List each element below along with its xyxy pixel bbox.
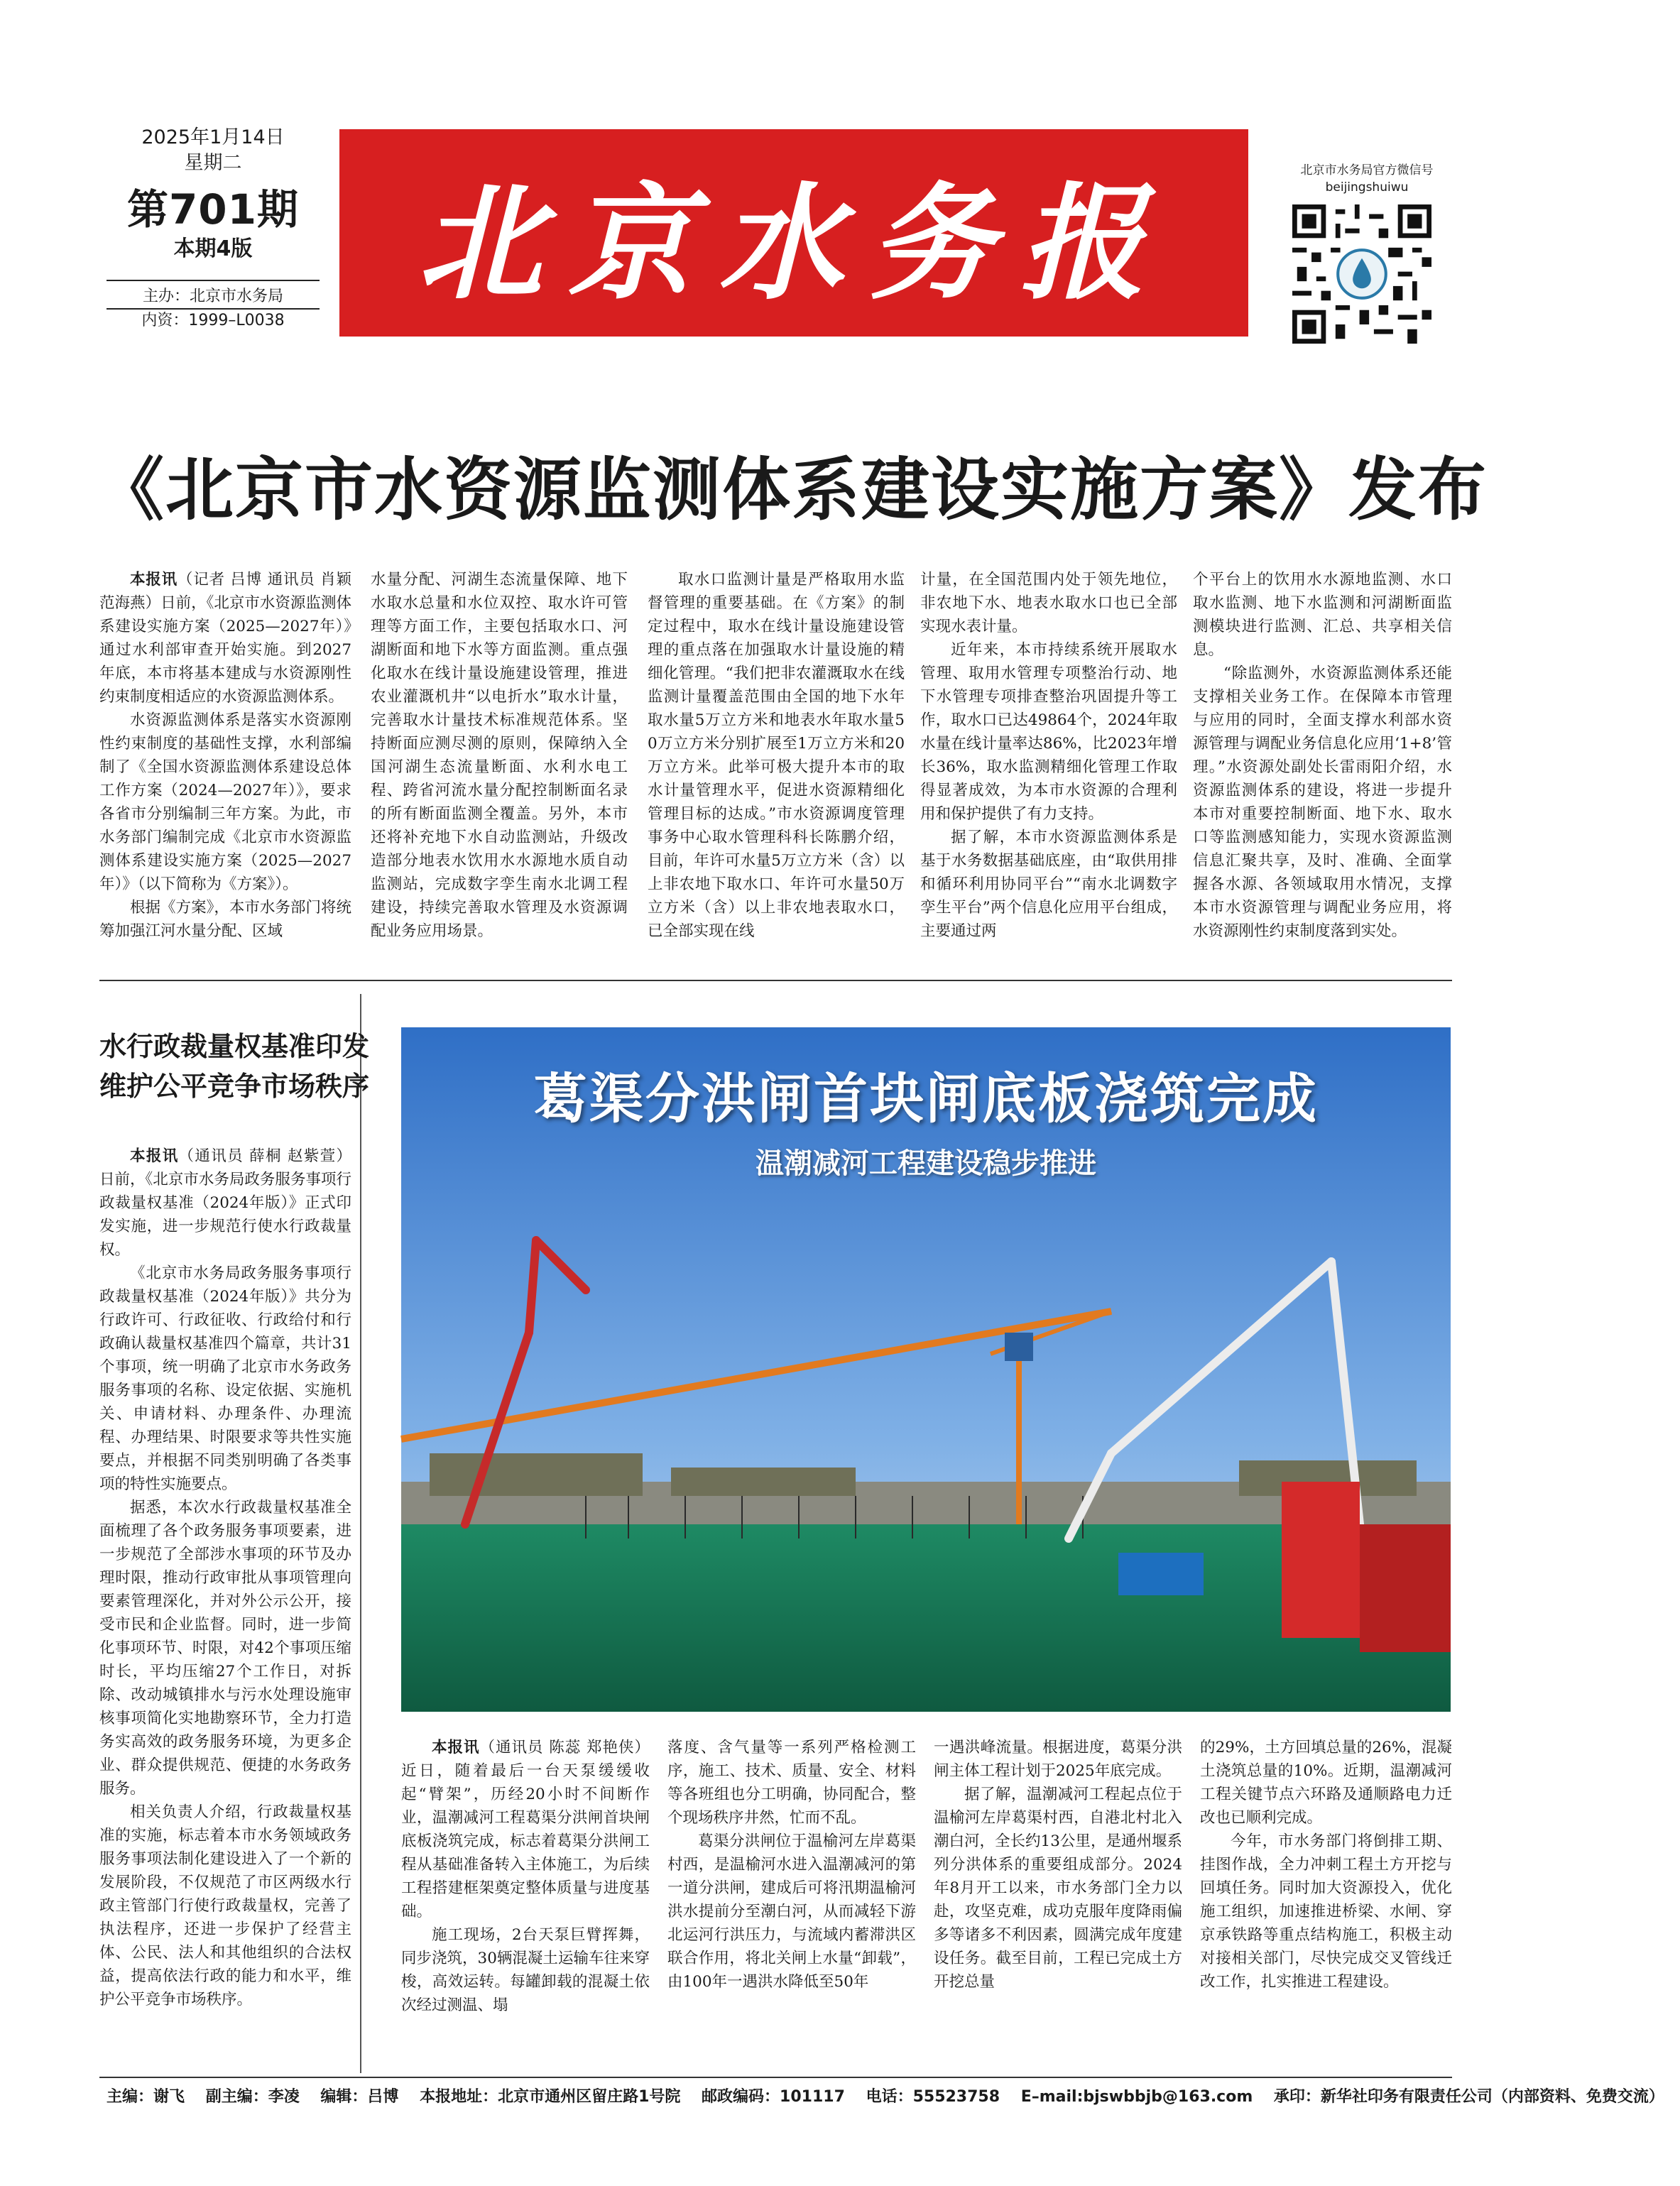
organizer: 主办：北京市水务局: [107, 280, 320, 308]
lead-byline-prefix: 本报讯: [130, 571, 178, 589]
lead-column-4: [920, 568, 1177, 943]
lead-paragraph: 计量，在全国范围内处于领先地位，非农地下水、地表水取水口也已全部实现水表计量。: [920, 571, 1177, 635]
registration: 内资：1999–L0038: [107, 308, 320, 332]
lead-paragraph: 近年来，本市持续系统开展取水管理、取用水管理专项整治行动、地下水管理专项排查整治巩固提升等工作，取水口已达49864个，2024年取水量在线计量率达86%，比2023年增长36%，取水监测精细化管理工作取得显著成效，为本市水资源的合理利用和保护提供了有力支持。: [920, 641, 1177, 823]
lead-paragraph: 水量分配、河湖生态流量保障、地下水取水总量和水位双控、取水许可管理等方面工作，主要包括取水口、河湖断面和地下水等方面监测。重点强化取水在线计量设施建设管理，推进农业灌溉机井“以电折水”取水计量，完善取水计量技术标准规范体系。坚持断面应测尽测的原则，保障纳入全国河湖生态流量断面、水利水电工程、跨省河流水量分配控制断面名录的所有断面监测全覆盖。另外，本市还将补充地下水自动监测站，升级改造部分地表水饮用水水源地水质自动监测站，完成数字孪生南水北调工程建设，持续完善取水管理及水资源调配业务应用场景。: [371, 571, 628, 940]
lead-paragraph: 根据《方案》，本市水务部门将统筹加强江河水量分配、区域: [99, 899, 351, 940]
feature-paragraph: 据了解，温潮减河工程起点位于温榆河左岸葛渠村西，自港北村北入潮白河，全长约13公里，是通州堰系列分洪体系的重要组成部分。2024年8月开工以来，市水务部门全力以赴，攻坚克难，成功克服年度降雨偏多等诸多不利因素，圆满完成年度建设任务。截至目前，工程已完成土方开挖总量: [934, 1786, 1182, 1991]
construction-photo[interactable]: [401, 1027, 1451, 1712]
side-headline-line-2: 维护公平竞争市场秩序: [99, 1070, 370, 1102]
lead-paragraph: 日前，《北京市水资源监测体系建设实施方案（2025—2027年）》通过水利部审查开始实施。到2027年底，本市将基本建成与水资源刚性约束制度相适应的水资源监测体系。: [99, 594, 351, 706]
feature-paragraph: 今年，市水务部门将倒排工期、挂图作战，全力冲刺工程土方开挖与回填任务。同时加大资源投入，优化施工组织，加速推进桥梁、水闸、穿京承铁路等重点结构施工，积极主动对接相关部门，尽快完成交叉管线迁改工作，扎实推进工程建设。: [1200, 1832, 1452, 1991]
side-byline-prefix: 本报讯: [130, 1147, 179, 1165]
side-headline: [99, 1027, 369, 1106]
feature-byline-names: （通讯员 陈蕊 郑艳侠）: [479, 1739, 650, 1756]
side-headline-line-1: 水行政裁量权基准印发: [99, 1030, 370, 1062]
side-article-body: [99, 1144, 351, 2011]
footer-phone: 电话：55523758: [866, 2088, 1000, 2106]
feature-column-1: [401, 1736, 650, 2017]
side-paragraph: 相关负责人介绍，行政裁量权基准的实施，标志着本市水务领域政务服务事项法制化建设进入了一个新的发展阶段，不仅规范了市区两级水行政主管部门行使行政裁量权，完善了执法程序，还进一步保护了经营主体、公民、法人和其他组织的合法权益，提高依法行政的能力和水平，维护公平竞争市场秩序。: [99, 1803, 351, 2009]
feature-column-4: [1200, 1736, 1452, 1994]
feature-paragraph: 近日，随着最后一台天泵缓缓收起“臂架”，历经20小时不间断作业，温潮减河工程葛渠分洪闸首块闸底板浇筑完成，标志着葛渠分洪闸工程从基础准备转入主体施工，为后续工程搭建框架奠定整体质量与进度基础。: [401, 1762, 650, 1920]
footer-chief-editor: 主编：谢飞: [107, 2088, 185, 2106]
feature-column-2: [667, 1736, 916, 1994]
issue-pages: 本期4版: [173, 236, 253, 261]
wechat-id: beijingshuiwu: [1325, 180, 1409, 195]
lead-paragraph: 水资源监测体系是落实水资源刚性约束制度的基础性支撑，水利部编制了《全国水资源监测体系建设总体工作方案（2024—2027年）》，要求各省市分别编制三年方案。为此，市水务部门编制完成《北京市水资源监测体系建设实施方案（2025—2027年）》（以下简称为《方案》）。: [99, 711, 351, 893]
side-byline-names: （通讯员 薛桐 赵紫萱）: [178, 1147, 351, 1165]
footer-divider: [99, 2077, 1452, 2078]
lead-paragraph: 个平台上的饮用水水源地监测、水口取水监测、地下水监测和河湖断面监测模块进行监测、汇总、共享相关信息。: [1193, 571, 1452, 659]
lead-column-2: [371, 568, 628, 943]
lead-headline: 《北京市水资源监测体系建设实施方案》发布: [96, 450, 1488, 530]
section-divider: [99, 980, 1452, 981]
column-divider: [360, 994, 361, 2073]
issue-number: 第701期: [126, 185, 300, 234]
lead-paragraph: 取水口监测计量是严格取用水监督管理的重要基础。在《方案》的制定过程中，取水在线计量设施建设管理的重点落在加强取水计量设施的精细化管理。“我们把非农灌溉取水在线监测计量覆盖范围由全国的地下水年取水量5万立方米和地表水年取水量50万立方米分别扩展至1万立方米和20万立方米。此举可极大提升本市的取水计量管理水平，促进水资源精细化管理目标的达成。”市水资源调度管理事务中心取水管理科科长陈鹏介绍，目前，年许可水量5万立方米（含）以上非农地下取水口、年许可水量50万立方米（含）以上非农地表取水口，已全部实现在线: [648, 571, 905, 940]
feature-column-3: [934, 1736, 1182, 1994]
lead-column-1: [99, 568, 351, 943]
lead-paragraph: 据了解，本市水资源监测体系是基于水务数据基础底座，由“取供用排和循环利用协同平台”“南水北调数字孪生平台”两个信息化应用平台组成，主要通过两: [920, 829, 1177, 940]
lead-byline-names: （记者 吕博 通讯员 肖颖 范海燕）: [99, 571, 351, 612]
feature-paragraph: 的29%，土方回填总量的26%，混凝土浇筑总量的10%。近期，温潮减河工程关键节点六环路及通顺路电力迁改也已顺利完成。: [1200, 1739, 1452, 1827]
footer-address: 本报地址：北京市通州区留庄路1号院: [420, 2088, 681, 2106]
side-paragraph: 《北京市水务局政务服务事项行政裁量权基准（2024年版）》共分为行政许可、行政征收、行政给付和行政确认裁量权基准四个篇章，共计31个事项，统一明确了北京市水务政务服务事项的名称、设定依据、实施机关、申请材料、办理条件、办理流程、办理结果、时限要求等共性实施要点，并根据不同类别明确了各类事项的特性实施要点。: [99, 1264, 351, 1493]
wechat-label: 北京市水务局官方微信号: [1300, 163, 1434, 177]
qr-code-icon[interactable]: [1292, 204, 1431, 344]
issue-date: 2025年1月14日: [141, 126, 285, 148]
feature-paragraph: 落度、含气量等一系列严格检测工序，施工、技术、质量、安全、材料等各班组也分工明确，协同配合，整个现场秩序井然，忙而不乱。: [667, 1739, 916, 1827]
feature-byline-prefix: 本报讯: [432, 1739, 480, 1756]
feature-paragraph: 施工现场，2台天泵巨臂挥舞，同步浇筑，30辆混凝土运输车往来穿梭，高效运转。每罐卸载的混凝土依次经过测温、塌: [401, 1926, 650, 2014]
side-paragraph: 日前，《北京市水务局政务服务事项行政裁量权基准（2024年版）》正式印发实施，进一步规范行使水行政裁量权。: [99, 1171, 351, 1259]
masthead-info: [107, 125, 320, 332]
issue-weekday: 星期二: [184, 152, 242, 174]
newspaper-title-banner: [339, 129, 1248, 337]
feature-paragraph: 葛渠分洪闸位于温榆河左岸葛渠村西，是温榆河水进入温潮减河的第一道分洪闸，建成后可将汛期温榆河洪水提前分至潮白河，从而减轻下游北运河行洪压力，与流域内蓄滞洪区联合作用，将北关闸上水量“卸载”，由100年一遇洪水降低至50年: [667, 1832, 916, 1991]
newspaper-title: 北京水务报: [417, 169, 1170, 317]
footer-editor: 编辑：吕博: [320, 2088, 399, 2106]
wechat-label-block: [1275, 162, 1459, 196]
footer-email[interactable]: E–mail:bjswbbjb@163.com: [1020, 2088, 1253, 2106]
lead-column-3: [648, 568, 905, 943]
footer-postcode: 邮政编码：101117: [702, 2088, 845, 2106]
lead-paragraph: “除监测外，水资源监测体系还能支撑相关业务工作。在保障本市管理与应用的同时，全面支撑水利部水资源管理与调配业务信息化应用‘1+8’管理。”水资源处副处长雷雨阳介绍，水资源监测体系的建设，将进一步提升本市对重要控制断面、地下水、取水口等监测感知能力，实现水资源监测信息汇聚共享，及时、准确、全面掌握各水源、各领域取用水情况，支撑本市水资源管理与调配业务应用，将水资源刚性约束制度落到实处。: [1193, 665, 1452, 940]
side-paragraph: 据悉，本次水行政裁量权基准全面梳理了各个政务服务事项要素，进一步规范了全部涉水事项的环节及办理时限，推动行政审批从事项管理向要素管理深化，并对外公示公开，接受市民和企业监督。同时，进一步简化事项环节、时限，对42个事项压缩时长，平均压缩27个工作日，对拆除、改动城镇排水与污水处理设施审核事项简化实地勘察环节，全力打造务实高效的政务服务环境，为更多企业、群众提供规范、便捷的水务政务服务。: [99, 1499, 351, 1798]
footer: [107, 2084, 1664, 2110]
feature-paragraph: 一遇洪峰流量。根据进度，葛渠分洪闸主体工程计划于2025年底完成。: [934, 1739, 1182, 1780]
lead-column-5: [1193, 568, 1452, 943]
photo-title: 葛渠分洪闸首块闸底板浇筑完成: [533, 1067, 1319, 1130]
footer-printer: 承印：新华社印务有限责任公司（内部资料、免费交流）: [1273, 2088, 1664, 2106]
footer-deputy-editor: 副主编：李凌: [205, 2088, 300, 2106]
photo-subtitle: 温潮减河工程建设稳步推进: [756, 1147, 1096, 1180]
